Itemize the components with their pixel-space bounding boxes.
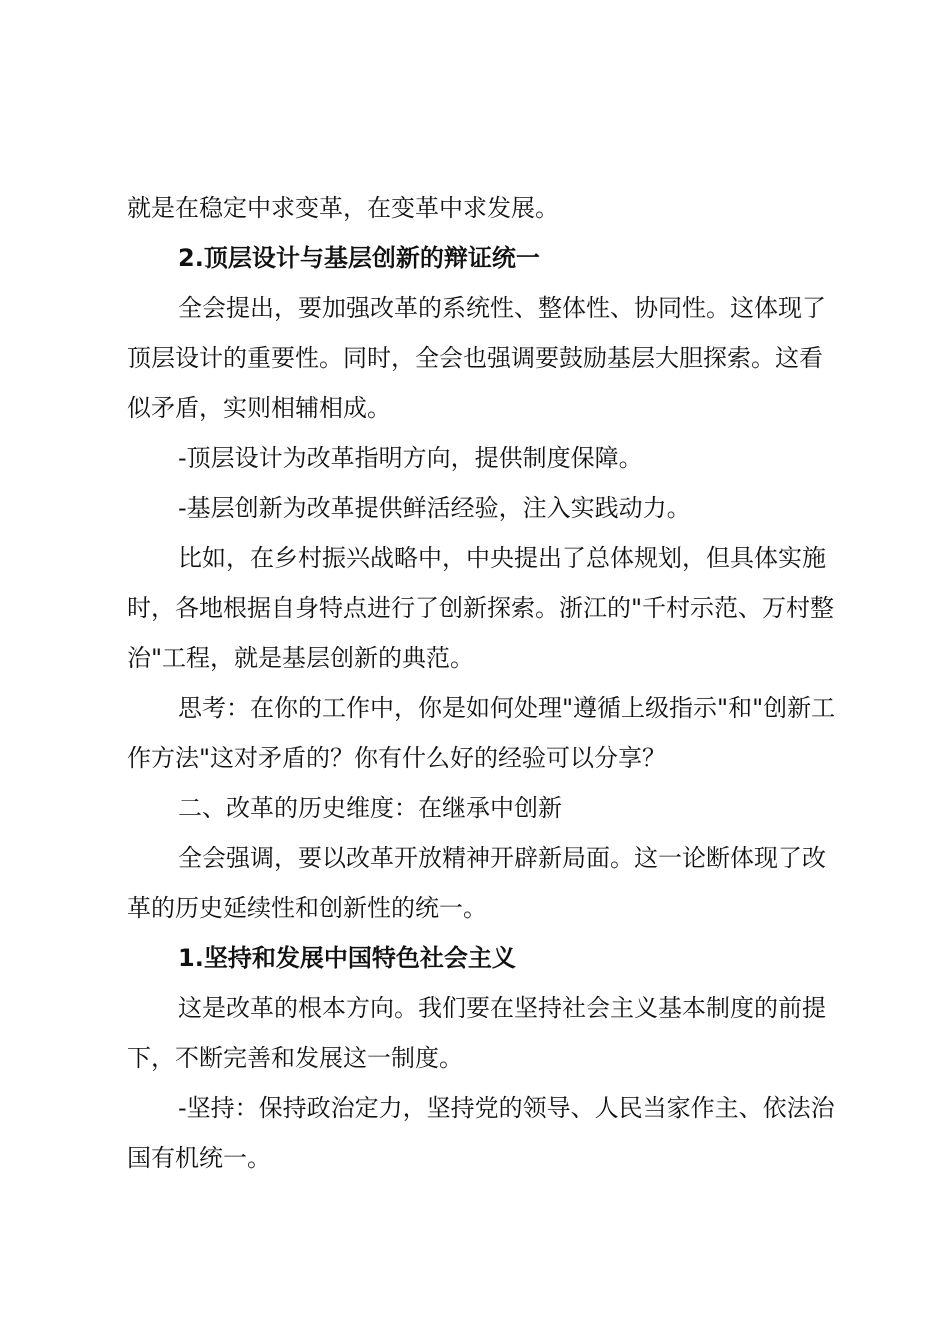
bullet-adherence: -坚持：保持政治定力，坚持党的领导、人民当家作主、依法治国有机统一。 [127, 1094, 835, 1172]
bullet-top-down-design: -顶层设计为改革指明方向，提供制度保障。 [178, 444, 643, 472]
document-body [127, 183, 837, 1183]
paragraph-fundamental-direction: 这是改革的根本方向。我们要在坚持社会主义基本制度的前提下，不断完善和发展这一制度。 [127, 994, 826, 1072]
section-heading-historical-dimension: 二、改革的历史维度：在继承中创新 [178, 794, 562, 822]
paragraph-reflection-question: 思考：在你的工作中，你是如何处理"遵循上级指示"和"创新工作方法"这对矛盾的？你有什么好的经验可以分享？ [127, 694, 836, 772]
section-heading-top-down-design: 2.顶层设计与基层创新的辩证统一 [178, 244, 540, 272]
paragraph-reform-spirit: 全会强调，要以改革开放精神开辟新局面。这一论断体现了改革的历史延续性和创新性的统一。 [127, 844, 826, 922]
paragraph-plenum-reform: 全会提出，要加强改革的系统性、整体性、协同性。这体现了顶层设计的重要性。同时，全会也强调要鼓励基层大胆探索。这看似矛盾，实则相辅相成。 [127, 294, 826, 422]
paragraph-rural-revitalization-example: 比如，在乡村振兴战略中，中央提出了总体规划，但具体实施时，各地根据自身特点进行了创新探索。浙江的"千村示范、万村整治"工程，就是基层创新的典范。 [127, 544, 835, 672]
bullet-grassroots-innovation: -基层创新为改革提供鲜活经验，注入实践动力。 [178, 494, 691, 522]
section-heading-socialism: 1.坚持和发展中国特色社会主义 [178, 944, 516, 972]
paragraph-continuation: 就是在稳定中求变革，在变革中求发展。 [127, 194, 559, 222]
